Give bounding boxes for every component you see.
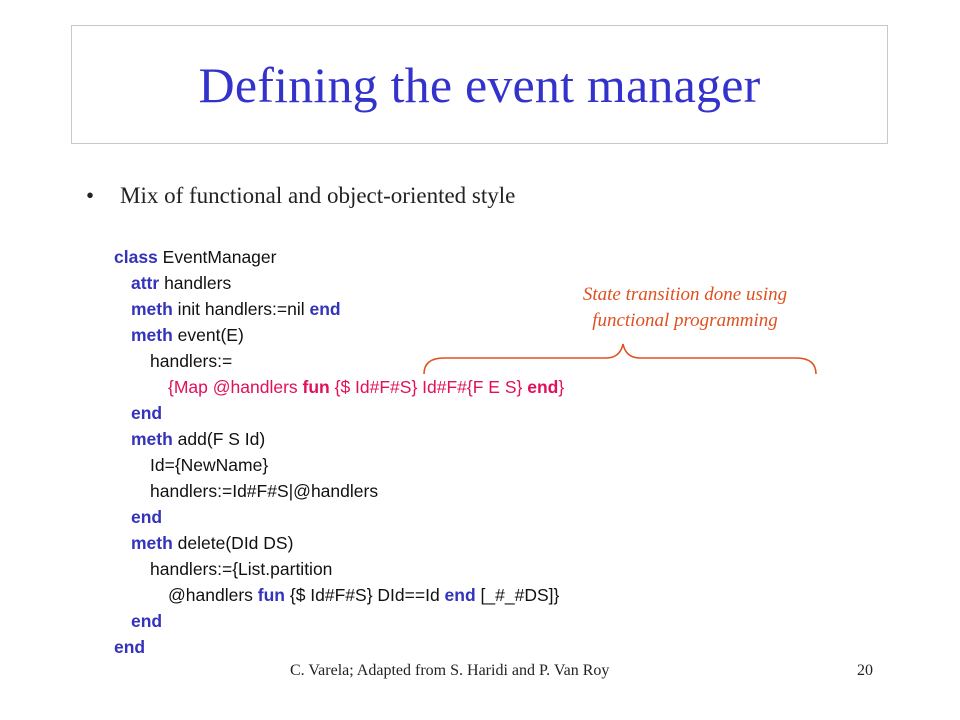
code-text: {$ Id#F#S} DId==Id <box>284 585 445 605</box>
code-text: handlers:=Id#F#S|@handlers <box>150 481 379 501</box>
code-text: {$ Id#F#S} Id#F#{F E S} <box>329 377 528 397</box>
code-keyword: fun <box>257 585 285 605</box>
code-line <box>114 426 564 452</box>
code-text: @handlers <box>168 585 258 605</box>
code-keyword: end <box>131 507 163 527</box>
code-keyword: meth <box>131 299 173 319</box>
code-keyword: end <box>309 299 341 319</box>
code-line <box>114 296 564 322</box>
code-text: handlers <box>159 273 232 293</box>
code-line <box>114 270 564 296</box>
code-text: handlers:= <box>150 351 233 371</box>
bullet-item <box>86 183 515 209</box>
code-line <box>114 400 564 426</box>
code-line <box>114 244 564 270</box>
code-keyword: end <box>444 585 476 605</box>
code-text: } <box>558 377 565 397</box>
brace-path <box>424 344 816 374</box>
annotation-callout <box>540 282 830 334</box>
code-keyword: end <box>527 377 559 397</box>
code-line <box>114 530 564 556</box>
code-line <box>114 556 564 582</box>
code-keyword: fun <box>302 377 330 397</box>
code-line <box>114 452 564 478</box>
code-keyword: class <box>114 247 158 267</box>
code-keyword: meth <box>131 533 173 553</box>
code-line <box>114 608 564 634</box>
bullet-text: Mix of functional and object-oriented style <box>120 183 516 208</box>
footer-credit: C. Varela; Adapted from S. Haridi and P. Van Roy <box>290 662 610 679</box>
annotation-line: State transition done using <box>582 284 788 305</box>
code-text: init handlers:=nil <box>172 299 310 319</box>
code-keyword: attr <box>131 273 160 293</box>
slide-title: Defining the event manager <box>198 56 761 113</box>
code-text: EventManager <box>157 247 277 267</box>
code-line <box>114 582 564 608</box>
curly-brace-icon <box>420 340 820 380</box>
code-text: event(E) <box>172 325 244 345</box>
code-text: add(F S Id) <box>172 429 266 449</box>
code-keyword: end <box>114 637 146 657</box>
code-text: {Map @handlers <box>168 377 303 397</box>
code-line <box>114 478 564 504</box>
code-text: handlers:={List.partition <box>150 559 333 579</box>
page-number: 20 <box>857 662 873 679</box>
code-keyword: meth <box>131 429 173 449</box>
code-keyword: end <box>131 611 163 631</box>
title-box <box>71 25 888 144</box>
code-line <box>114 634 564 660</box>
code-keyword: meth <box>131 325 173 345</box>
code-text: Id={NewName} <box>150 455 269 475</box>
code-keyword: end <box>131 403 163 423</box>
bullet-dot: • <box>86 183 95 208</box>
code-line <box>114 504 564 530</box>
code-block <box>114 244 564 660</box>
code-text: [_#_#DS]} <box>475 585 560 605</box>
annotation-line: functional programming <box>592 310 778 331</box>
code-text: delete(DId DS) <box>172 533 294 553</box>
